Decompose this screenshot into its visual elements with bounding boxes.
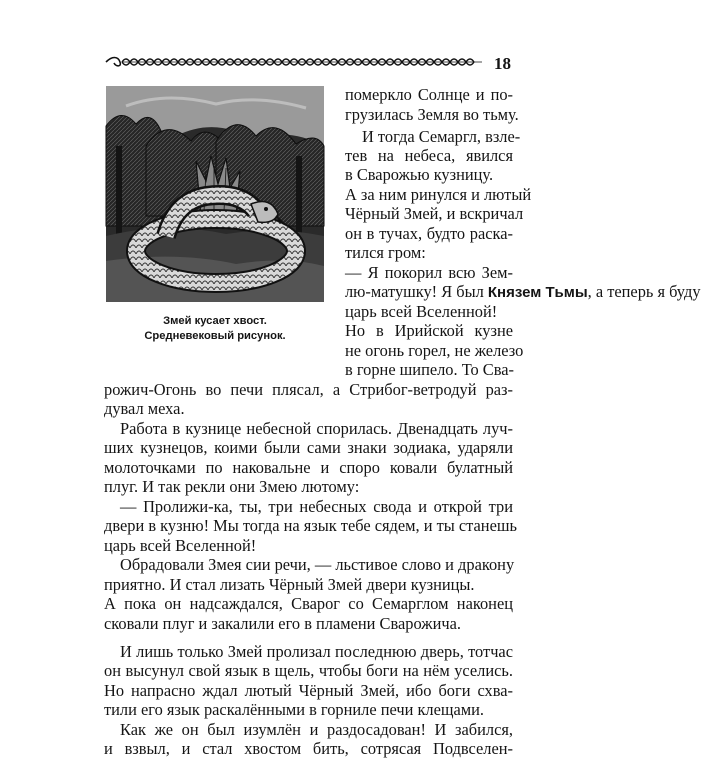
text-line: ших кузнецов, коими были сами знаки зодиака, ударяли bbox=[104, 438, 513, 457]
figure-caption bbox=[104, 314, 326, 344]
text-line: царь всей Вселенной! bbox=[345, 302, 498, 321]
text-line: молоточками по наковальне и споро ковали булатный bbox=[104, 458, 513, 477]
text-line: А за ним ринулся и лютый bbox=[345, 185, 532, 204]
caption-line: Змей кусает хвост. bbox=[163, 315, 267, 327]
text-span: лю-матушку! Я был bbox=[345, 282, 488, 301]
text-line: Обрадовали Змея сии речи, — льстивое слово и дракону bbox=[120, 555, 515, 574]
text-line: приятно. И стал лизать Чёрный Змей двери кузницы. bbox=[104, 575, 475, 594]
text-line: И тогда Семаргл, взле- bbox=[362, 127, 521, 146]
text-line: рожич-Огонь во печи плясал, а Стрибог-ветродуй раз- bbox=[104, 380, 513, 399]
text-line: грузилась Земля во тьму. bbox=[345, 105, 519, 124]
text-line: Как же он был изумлён и раздосадован! И забился, bbox=[120, 720, 513, 739]
text-line: Работа в кузнице небесной спорилась. Двенадцать луч- bbox=[120, 419, 513, 438]
text-line: — Пролижи-ка, ты, три небесных свода и открой три bbox=[120, 497, 513, 516]
text-line: — Я покорил всю Зем- bbox=[345, 263, 513, 282]
bold-term: Князем Тьмы bbox=[487, 284, 588, 301]
text-line: двери в кузню! Мы тогда на язык тебе сядем, и ты станешь bbox=[104, 516, 517, 535]
page-number: 18 bbox=[494, 54, 511, 73]
text-line: в Сварожью кузницу. bbox=[345, 165, 494, 184]
text-line: он высунул свой язык в щель, чтобы боги на нём уселись. bbox=[104, 661, 513, 680]
text-line: дувал меха. bbox=[104, 399, 185, 418]
text-line: И лишь только Змей пролизал последнюю дверь, тотчас bbox=[120, 642, 513, 661]
header-ornament-rule bbox=[104, 55, 484, 69]
text-line: тился гром: bbox=[345, 243, 426, 262]
text-line: померкло Солнце и по- bbox=[345, 85, 513, 104]
text-line: не огонь горел, не железо bbox=[345, 341, 524, 360]
text-line: тев на небеса, явился bbox=[345, 146, 513, 165]
text-line: и взвыл, и стал хвостом бить, сотрясая Подвселен- bbox=[104, 739, 513, 758]
text-line: царь всей Вселенной! bbox=[104, 536, 257, 555]
text-line: сковали плуг и закалили его в пламени Сварожича. bbox=[104, 614, 461, 633]
text-line: А пока он надсаждался, Сварог со Семарглом наконец bbox=[104, 594, 513, 613]
text-line: он в тучах, будто раска- bbox=[345, 224, 513, 243]
text-line: в горне шипело. То Сва- bbox=[345, 360, 514, 379]
text-line: Но в Ирийской кузне bbox=[345, 321, 513, 340]
text-line: тили его язык раскалёнными в горниле печи клещами. bbox=[104, 700, 485, 719]
text-line: Но напрасно ждал лютый Чёрный Змей, ибо боги схва- bbox=[104, 681, 513, 700]
text-line: Чёрный Змей, и вскричал bbox=[345, 204, 524, 223]
text-line bbox=[345, 282, 701, 302]
dragon-illustration bbox=[106, 86, 324, 302]
caption-line: Средневековый рисунок. bbox=[144, 330, 286, 342]
text-span: , а теперь я буду bbox=[587, 282, 701, 301]
text-line: плуг. И так рекли они Змею лютому: bbox=[104, 477, 360, 496]
